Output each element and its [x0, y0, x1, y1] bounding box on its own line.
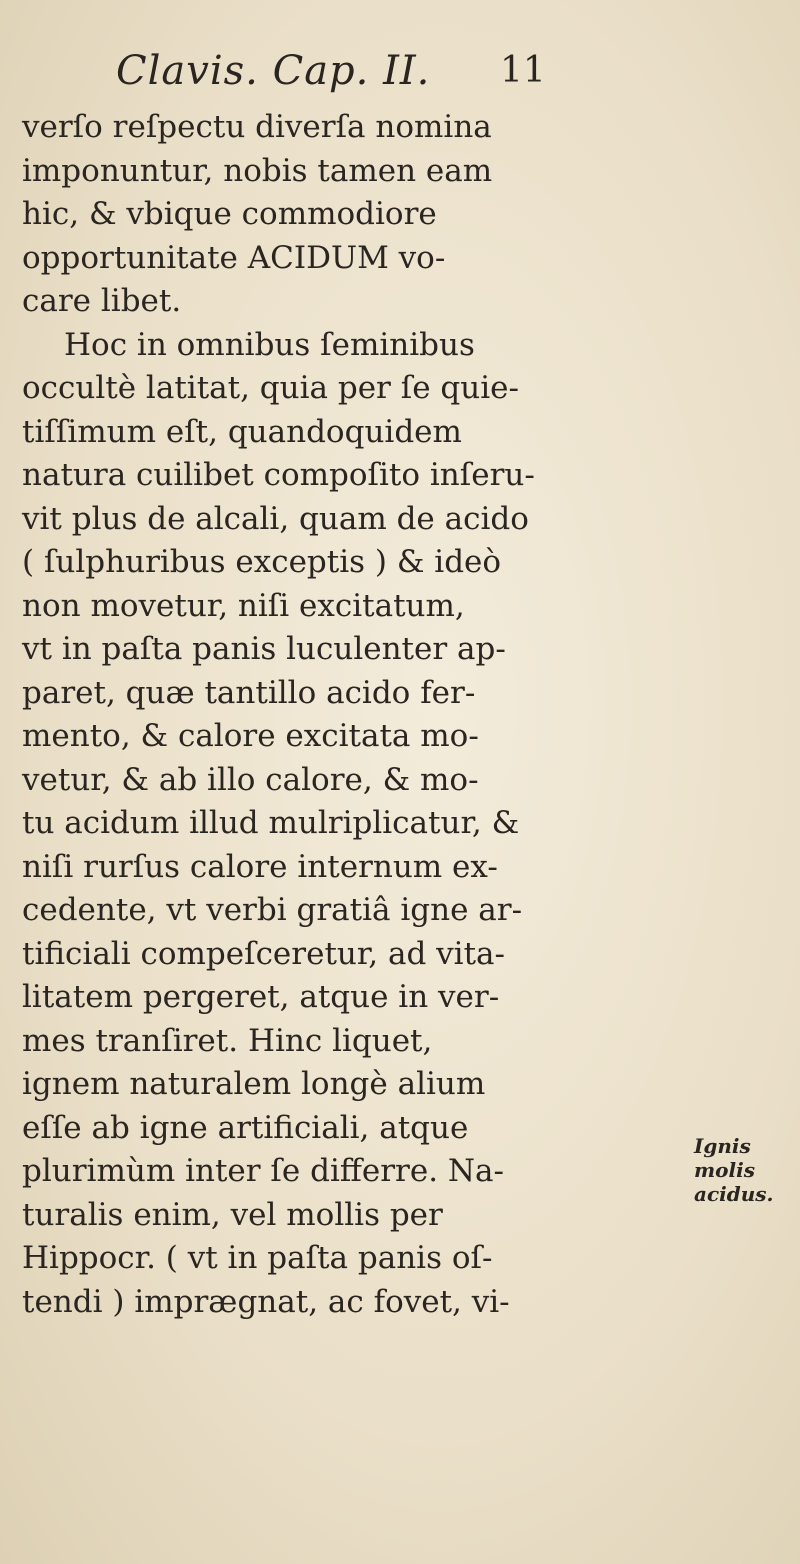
page-number: 11: [500, 50, 546, 91]
text-line: ignem naturalem longè alium: [22, 1066, 486, 1102]
text-line: ( ſulphuribus exceptis ) & ideò: [22, 544, 502, 580]
text-line: Hippocr. ( vt in paſta panis oſ-: [22, 1240, 493, 1276]
text-line: tendi ) imprægnat, ac fovet, vi-: [22, 1283, 510, 1320]
text-line: care libet.: [22, 283, 182, 319]
text-line: turalis enim, vel mollis per: [22, 1196, 443, 1233]
text-line: mes tranſiret. Hinc liquet,: [22, 1022, 433, 1059]
margin-note-line: Ignis: [694, 1134, 751, 1158]
text-line: tiſſimum eſt, quandoquidem: [22, 413, 462, 450]
text-line: eſſe ab igne artificiali, atque: [22, 1109, 469, 1146]
text-line: verſo reſpectu diverſa nomina: [22, 109, 492, 145]
text-line: plurimùm inter ſe differre. Na-: [22, 1153, 504, 1189]
text-line: tificiali compeſceretur, ad vita-: [22, 935, 506, 972]
text-line: mento, & calore excitata mo-: [22, 718, 479, 754]
text-line: non movetur, niſi excitatum,: [22, 587, 465, 624]
text-line: vt in paſta panis luculenter ap-: [22, 631, 506, 667]
text-line: vit plus de alcali, quam de acido: [22, 500, 529, 537]
text-line: niſi rurſus calore internum ex-: [22, 848, 498, 885]
text-line: Hoc in omnibus ſeminibus: [64, 326, 475, 363]
text-line: opportunitate ACIDUM vo-: [22, 239, 446, 276]
text-line: paret, quæ tantillo acido fer-: [22, 674, 476, 711]
margin-note-line: acidus.: [694, 1182, 774, 1206]
margin-note: [694, 1134, 794, 1206]
running-head: [0, 48, 800, 98]
running-head-title: Clavis. Cap. II.: [116, 48, 431, 94]
text-line: cedente, vt verbi gratiâ igne ar-: [22, 892, 523, 928]
text-line: tu acidum illud mulriplicatur, &: [22, 805, 520, 841]
text-line: hic, & vbique commodiore: [22, 196, 437, 232]
text-line: occultè latitat, quia per ſe quie-: [22, 370, 519, 406]
body-text: [22, 106, 602, 1324]
text-line: vetur, & ab illo calore, & mo-: [22, 761, 479, 798]
text-line: natura cuilibet compoſito inſeru-: [22, 457, 535, 493]
text-line: litatem pergeret, atque in ver-: [22, 979, 500, 1015]
margin-note-line: molis: [694, 1158, 755, 1182]
text-line: imponuntur, nobis tamen eam: [22, 152, 493, 189]
